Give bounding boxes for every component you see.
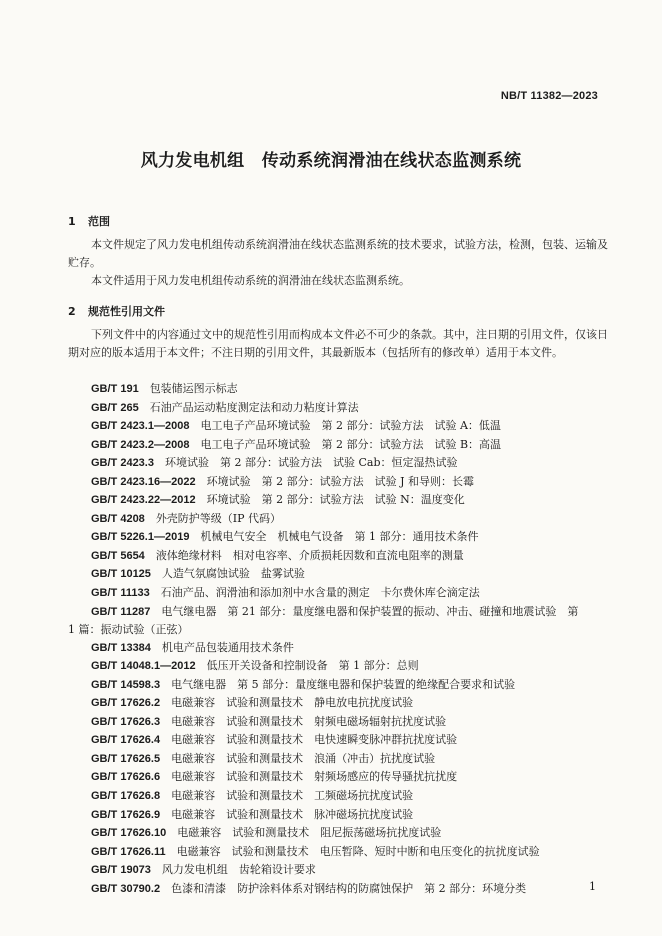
reference-title: 电磁兼容 试验和测量技术 电快速瞬变脉冲群抗扰度试验 (171, 733, 458, 747)
reference-item (68, 565, 608, 584)
reference-title: 电磁兼容 试验和测量技术 工频磁场抗扰度试验 (171, 789, 414, 803)
reference-code: GB/T 30790.2 (91, 882, 161, 895)
reference-item (68, 676, 608, 695)
reference-title: 人造气氛腐蚀试验 盐雾试验 (161, 567, 305, 581)
reference-code: GB/T 4208 (91, 512, 145, 525)
reference-item (68, 473, 608, 492)
section-title: 范围 (88, 215, 110, 228)
reference-title: 电磁兼容 试验和测量技术 浪涌（冲击）抗扰度试验 (171, 751, 436, 765)
reference-item (68, 861, 608, 880)
reference-item (68, 824, 608, 843)
reference-code: GB/T 17626.3 (91, 715, 161, 728)
reference-item (68, 787, 608, 806)
reference-title: 电磁兼容 试验和测量技术 阻尼振荡磁场抗扰度试验 (177, 826, 442, 840)
reference-item (68, 417, 608, 436)
reference-title: 电磁兼容 试验和测量技术 脉冲磁场抗扰度试验 (171, 807, 414, 821)
page-number: 1 (589, 880, 596, 893)
reference-code: GB/T 17626.5 (91, 752, 161, 765)
reference-code: GB/T 17626.11 (91, 845, 166, 858)
reference-code: GB/T 11133 (91, 587, 150, 600)
reference-title: 外壳防护等级（IP 代码） (155, 511, 282, 525)
reference-code: GB/T 191 (91, 383, 139, 395)
reference-item (68, 639, 608, 658)
section-2-paragraph-1: 下列文件中的内容通过文中的规范性引用而构成本文件必不可少的条款。其中，注日期的引用文件，仅该日期对应的版本适用于本文件；不注日期的引用文件，其最新版本（包括所有的修改单）适用于本文件。 (68, 328, 608, 359)
reference-title: 环境试验 第 2 部分：试验方法 试验 Cab：恒定湿热试验 (164, 456, 458, 470)
reference-title: 色漆和清漆 防护涂料体系对钢结构的防腐蚀保护 第 2 部分：环境分类 (171, 881, 527, 895)
section-number: 1 (68, 215, 76, 228)
reference-item (68, 843, 608, 862)
reference-title: 电气继电器 第 21 部分：量度继电器和保护装置的振动、冲击、碰撞和地震试验 第 (161, 604, 579, 618)
reference-code: GB/T 17626.2 (91, 697, 161, 710)
reference-code: GB/T 13384 (91, 641, 151, 654)
reference-title: 电磁兼容 试验和测量技术 静电放电抗扰度试验 (171, 696, 414, 710)
reference-title: 电磁兼容 试验和测量技术 射频场感应的传导骚扰抗扰度 (171, 770, 458, 784)
reference-item (68, 436, 608, 455)
reference-code: GB/T 11287 (91, 605, 151, 618)
section-2-heading (68, 303, 165, 319)
reference-title: 电工电子产品环境试验 第 2 部分：试验方法 试验 A：低温 (200, 419, 501, 433)
reference-title: 环境试验 第 2 部分：试验方法 试验 J 和导则：长霉 (206, 474, 474, 488)
reference-title: 风力发电机组 齿轮箱设计要求 (161, 863, 316, 877)
reference-item (68, 880, 608, 899)
reference-title: 电磁兼容 试验和测量技术 电压暂降、短时中断和电压变化的抗扰度试验 (176, 844, 540, 858)
reference-item (68, 584, 608, 603)
reference-item (68, 750, 608, 769)
reference-code: GB/T 2423.3 (91, 457, 154, 470)
reference-title: 石油产品运动粘度测定法和动力粘度计算法 (149, 400, 359, 414)
reference-code: GB/T 2423.1—2008 (91, 420, 190, 433)
reference-code: GB/T 265 (91, 401, 139, 414)
reference-item (68, 510, 608, 529)
reference-title: 包装储运图示标志 (149, 382, 238, 395)
section-title: 规范性引用文件 (88, 305, 165, 318)
reference-code: GB/T 17626.6 (91, 771, 161, 784)
reference-title: 电工电子产品环境试验 第 2 部分：试验方法 试验 B：高温 (200, 437, 502, 451)
reference-title: 电磁兼容 试验和测量技术 射频电磁场辐射抗扰度试验 (171, 714, 447, 728)
section-1-heading (68, 213, 110, 229)
reference-item (68, 528, 608, 547)
reference-title: 机电产品包装通用技术条件 (161, 640, 294, 654)
reference-item (68, 806, 608, 825)
reference-code: GB/T 2423.2—2008 (91, 438, 190, 451)
reference-title: 电气继电器 第 5 部分：量度继电器和保护装置的绝缘配合要求和试验 (171, 677, 516, 691)
reference-code: GB/T 2423.16—2022 (91, 475, 196, 488)
reference-code: GB/T 5226.1—2019 (91, 531, 190, 544)
reference-code: GB/T 2423.22—2012 (91, 494, 196, 507)
reference-code: GB/T 17626.10 (91, 827, 167, 840)
reference-item (68, 491, 608, 510)
reference-code: GB/T 14048.1—2012 (91, 660, 196, 673)
reference-item (68, 603, 608, 639)
reference-code: GB/T 14598.3 (91, 678, 161, 691)
reference-item (68, 454, 608, 473)
reference-item (68, 731, 608, 750)
reference-title-continuation: 1 篇：振动试验（正弦） (68, 623, 189, 637)
reference-item (68, 694, 608, 713)
section-1-paragraph-2: 本文件适用于风力发电机组传动系统的润滑油在线状态监测系统。 (91, 274, 410, 287)
reference-item (68, 399, 608, 418)
standard-code: NB/T 11382—2023 (500, 90, 598, 102)
reference-code: GB/T 5654 (91, 549, 145, 562)
reference-item (68, 713, 608, 732)
reference-code: GB/T 10125 (91, 568, 151, 581)
reference-code: GB/T 17626.8 (91, 790, 161, 803)
reference-list (68, 380, 608, 898)
reference-item (68, 380, 608, 399)
reference-code: GB/T 19073 (91, 864, 151, 877)
reference-item (68, 657, 608, 676)
reference-title: 环境试验 第 2 部分：试验方法 试验 N：温度变化 (206, 493, 465, 507)
reference-title: 石油产品、润滑油和添加剂中水含量的测定 卡尔费休库仑滴定法 (160, 586, 480, 600)
reference-item (68, 547, 608, 566)
reference-code: GB/T 17626.4 (91, 734, 161, 747)
reference-title: 机械电气安全 机械电气设备 第 1 部分：通用技术条件 (200, 530, 479, 544)
document-title: 风力发电机组 传动系统润滑油在线状态监测系统 (140, 151, 522, 171)
reference-code: GB/T 17626.9 (91, 808, 161, 821)
section-1-paragraph-1: 本文件规定了风力发电机组传动系统润滑油在线状态监测系统的技术要求，试验方法，检测，包装、运输及贮存。 (68, 238, 608, 269)
reference-title: 低压开关设备和控制设备 第 1 部分：总则 (206, 659, 419, 673)
reference-title: 液体绝缘材料 相对电容率、介质损耗因数和直流电阻率的测量 (155, 548, 464, 562)
section-number: 2 (68, 305, 76, 318)
reference-item (68, 768, 608, 787)
